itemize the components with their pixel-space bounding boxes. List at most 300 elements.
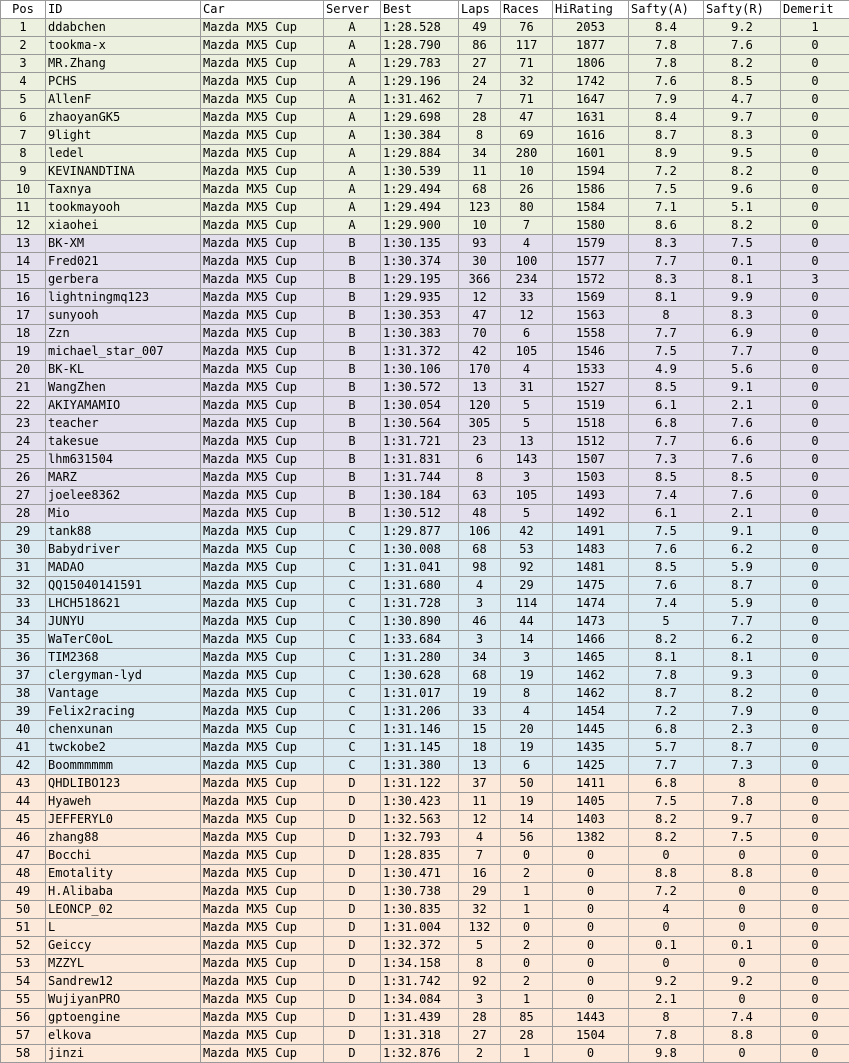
pos-cell: 37 <box>1 667 46 685</box>
id-cell: tookmayooh <box>46 199 201 217</box>
best-cell: 1:31.206 <box>381 703 459 721</box>
races-cell: 8 <box>501 685 553 703</box>
safety-a-cell: 7.8 <box>629 37 704 55</box>
pos-cell: 13 <box>1 235 46 253</box>
server-cell: A <box>324 19 381 37</box>
demerit-cell: 0 <box>781 1027 849 1045</box>
car-cell: Mazda MX5 Cup <box>201 541 324 559</box>
pos-cell: 16 <box>1 289 46 307</box>
id-cell: twckobe2 <box>46 739 201 757</box>
races-cell: 44 <box>501 613 553 631</box>
table-row <box>1 1027 849 1045</box>
best-cell: 1:31.318 <box>381 1027 459 1045</box>
pos-cell: 34 <box>1 613 46 631</box>
id-cell: tank88 <box>46 523 201 541</box>
safety-r-cell: 4.7 <box>704 91 781 109</box>
safety-a-cell: 7.5 <box>629 793 704 811</box>
server-cell: D <box>324 865 381 883</box>
best-cell: 1:30.539 <box>381 163 459 181</box>
demerit-cell: 0 <box>781 451 849 469</box>
pos-cell: 44 <box>1 793 46 811</box>
safety-r-cell: 8.2 <box>704 55 781 73</box>
table-row <box>1 865 849 883</box>
laps-cell: 12 <box>459 811 501 829</box>
demerit-cell: 0 <box>781 901 849 919</box>
hirating-cell: 1462 <box>553 685 629 703</box>
laps-cell: 28 <box>459 109 501 127</box>
hirating-cell: 0 <box>553 1045 629 1063</box>
safety-a-cell: 8.3 <box>629 271 704 289</box>
table-row <box>1 487 849 505</box>
best-cell: 1:31.742 <box>381 973 459 991</box>
demerit-cell: 0 <box>781 649 849 667</box>
safety-a-cell: 8.6 <box>629 217 704 235</box>
car-cell: Mazda MX5 Cup <box>201 145 324 163</box>
races-cell: 105 <box>501 487 553 505</box>
header-car: Car <box>201 1 324 19</box>
id-cell: Felix2racing <box>46 703 201 721</box>
id-cell: TIM2368 <box>46 649 201 667</box>
safety-r-cell: 9.2 <box>704 973 781 991</box>
demerit-cell: 0 <box>781 469 849 487</box>
safety-r-cell: 8.1 <box>704 271 781 289</box>
pos-cell: 47 <box>1 847 46 865</box>
header-hirating: HiRating <box>553 1 629 19</box>
safety-r-cell: 5.9 <box>704 595 781 613</box>
id-cell: Hyaweh <box>46 793 201 811</box>
server-cell: C <box>324 631 381 649</box>
safety-r-cell: 2.3 <box>704 721 781 739</box>
car-cell: Mazda MX5 Cup <box>201 55 324 73</box>
races-cell: 3 <box>501 649 553 667</box>
races-cell: 71 <box>501 91 553 109</box>
pos-cell: 46 <box>1 829 46 847</box>
id-cell: QQ15040141591 <box>46 577 201 595</box>
safety-r-cell: 0.1 <box>704 253 781 271</box>
safety-a-cell: 8 <box>629 1009 704 1027</box>
id-cell: KEVINANDTINA <box>46 163 201 181</box>
races-cell: 4 <box>501 703 553 721</box>
safety-r-cell: 8.3 <box>704 127 781 145</box>
car-cell: Mazda MX5 Cup <box>201 469 324 487</box>
header-demerit: Demerit <box>781 1 849 19</box>
demerit-cell: 0 <box>781 577 849 595</box>
table-row <box>1 883 849 901</box>
best-cell: 1:30.374 <box>381 253 459 271</box>
car-cell: Mazda MX5 Cup <box>201 955 324 973</box>
car-cell: Mazda MX5 Cup <box>201 901 324 919</box>
races-cell: 56 <box>501 829 553 847</box>
table-row <box>1 379 849 397</box>
hirating-cell: 1462 <box>553 667 629 685</box>
best-cell: 1:30.384 <box>381 127 459 145</box>
table-row <box>1 433 849 451</box>
safety-r-cell: 7.6 <box>704 415 781 433</box>
demerit-cell: 0 <box>781 523 849 541</box>
demerit-cell: 0 <box>781 361 849 379</box>
table-row <box>1 217 849 235</box>
races-cell: 1 <box>501 991 553 1009</box>
safety-a-cell: 6.8 <box>629 415 704 433</box>
server-cell: C <box>324 613 381 631</box>
laps-cell: 6 <box>459 451 501 469</box>
id-cell: michael_star_007 <box>46 343 201 361</box>
safety-r-cell: 6.2 <box>704 541 781 559</box>
hirating-cell: 1594 <box>553 163 629 181</box>
best-cell: 1:31.122 <box>381 775 459 793</box>
id-cell: lightningmq123 <box>46 289 201 307</box>
races-cell: 0 <box>501 847 553 865</box>
laps-cell: 37 <box>459 775 501 793</box>
races-cell: 50 <box>501 775 553 793</box>
races-cell: 3 <box>501 469 553 487</box>
best-cell: 1:32.793 <box>381 829 459 847</box>
races-cell: 53 <box>501 541 553 559</box>
table-row <box>1 775 849 793</box>
demerit-cell: 0 <box>781 433 849 451</box>
safety-a-cell: 7.7 <box>629 757 704 775</box>
laps-cell: 48 <box>459 505 501 523</box>
table-row <box>1 163 849 181</box>
laps-cell: 132 <box>459 919 501 937</box>
car-cell: Mazda MX5 Cup <box>201 757 324 775</box>
safety-a-cell: 0 <box>629 847 704 865</box>
safety-r-cell: 9.9 <box>704 289 781 307</box>
best-cell: 1:31.041 <box>381 559 459 577</box>
safety-a-cell: 8.2 <box>629 829 704 847</box>
server-cell: D <box>324 1009 381 1027</box>
races-cell: 14 <box>501 811 553 829</box>
best-cell: 1:31.146 <box>381 721 459 739</box>
server-cell: A <box>324 217 381 235</box>
car-cell: Mazda MX5 Cup <box>201 811 324 829</box>
table-row <box>1 37 849 55</box>
demerit-cell: 0 <box>781 127 849 145</box>
table-row <box>1 109 849 127</box>
safety-a-cell: 7.7 <box>629 433 704 451</box>
server-cell: B <box>324 505 381 523</box>
best-cell: 1:29.884 <box>381 145 459 163</box>
server-cell: A <box>324 109 381 127</box>
safety-r-cell: 9.6 <box>704 181 781 199</box>
id-cell: MARZ <box>46 469 201 487</box>
hirating-cell: 1503 <box>553 469 629 487</box>
hirating-cell: 1493 <box>553 487 629 505</box>
id-cell: JEFFERYL0 <box>46 811 201 829</box>
car-cell: Mazda MX5 Cup <box>201 415 324 433</box>
races-cell: 0 <box>501 919 553 937</box>
races-cell: 85 <box>501 1009 553 1027</box>
demerit-cell: 0 <box>781 703 849 721</box>
server-cell: B <box>324 415 381 433</box>
safety-r-cell: 7.6 <box>704 37 781 55</box>
demerit-cell: 0 <box>781 883 849 901</box>
races-cell: 234 <box>501 271 553 289</box>
id-cell: clergyman-lyd <box>46 667 201 685</box>
id-cell: WangZhen <box>46 379 201 397</box>
races-cell: 1 <box>501 883 553 901</box>
server-cell: B <box>324 325 381 343</box>
races-cell: 280 <box>501 145 553 163</box>
laps-cell: 12 <box>459 289 501 307</box>
pos-cell: 38 <box>1 685 46 703</box>
laps-cell: 47 <box>459 307 501 325</box>
hirating-cell: 1507 <box>553 451 629 469</box>
hirating-cell: 1466 <box>553 631 629 649</box>
hirating-cell: 1481 <box>553 559 629 577</box>
best-cell: 1:29.698 <box>381 109 459 127</box>
hirating-cell: 1647 <box>553 91 629 109</box>
car-cell: Mazda MX5 Cup <box>201 451 324 469</box>
laps-cell: 11 <box>459 793 501 811</box>
safety-r-cell: 8.8 <box>704 1027 781 1045</box>
laps-cell: 106 <box>459 523 501 541</box>
id-cell: Mio <box>46 505 201 523</box>
table-row <box>1 613 849 631</box>
server-cell: B <box>324 307 381 325</box>
laps-cell: 34 <box>459 145 501 163</box>
id-cell: QHDLIBO123 <box>46 775 201 793</box>
hirating-cell: 0 <box>553 847 629 865</box>
demerit-cell: 0 <box>781 1045 849 1063</box>
table-row <box>1 595 849 613</box>
server-cell: D <box>324 937 381 955</box>
pos-cell: 17 <box>1 307 46 325</box>
pos-cell: 25 <box>1 451 46 469</box>
safety-a-cell: 7.4 <box>629 487 704 505</box>
table-row <box>1 991 849 1009</box>
laps-cell: 8 <box>459 469 501 487</box>
id-cell: takesue <box>46 433 201 451</box>
safety-a-cell: 5.7 <box>629 739 704 757</box>
table-row <box>1 181 849 199</box>
safety-r-cell: 5.9 <box>704 559 781 577</box>
server-cell: C <box>324 595 381 613</box>
hirating-cell: 1382 <box>553 829 629 847</box>
laps-cell: 32 <box>459 901 501 919</box>
table-row <box>1 397 849 415</box>
races-cell: 12 <box>501 307 553 325</box>
best-cell: 1:29.494 <box>381 181 459 199</box>
safety-r-cell: 7.5 <box>704 829 781 847</box>
hirating-cell: 1512 <box>553 433 629 451</box>
id-cell: xiaohei <box>46 217 201 235</box>
demerit-cell: 0 <box>781 685 849 703</box>
best-cell: 1:30.054 <box>381 397 459 415</box>
safety-a-cell: 8.2 <box>629 631 704 649</box>
best-cell: 1:31.372 <box>381 343 459 361</box>
pos-cell: 39 <box>1 703 46 721</box>
header-best: Best <box>381 1 459 19</box>
car-cell: Mazda MX5 Cup <box>201 667 324 685</box>
safety-a-cell: 0.1 <box>629 937 704 955</box>
id-cell: Vantage <box>46 685 201 703</box>
car-cell: Mazda MX5 Cup <box>201 631 324 649</box>
id-cell: WaTerC0oL <box>46 631 201 649</box>
races-cell: 10 <box>501 163 553 181</box>
demerit-cell: 0 <box>781 811 849 829</box>
safety-r-cell: 0 <box>704 919 781 937</box>
safety-r-cell: 5.1 <box>704 199 781 217</box>
table-row <box>1 901 849 919</box>
pos-cell: 56 <box>1 1009 46 1027</box>
pos-cell: 29 <box>1 523 46 541</box>
table-row <box>1 541 849 559</box>
server-cell: A <box>324 91 381 109</box>
id-cell: Taxnya <box>46 181 201 199</box>
id-cell: Fred021 <box>46 253 201 271</box>
laps-cell: 68 <box>459 667 501 685</box>
hirating-cell: 1518 <box>553 415 629 433</box>
laps-cell: 123 <box>459 199 501 217</box>
best-cell: 1:31.004 <box>381 919 459 937</box>
server-cell: B <box>324 487 381 505</box>
hirating-cell: 1558 <box>553 325 629 343</box>
best-cell: 1:31.831 <box>381 451 459 469</box>
server-cell: C <box>324 721 381 739</box>
server-cell: C <box>324 703 381 721</box>
server-cell: D <box>324 955 381 973</box>
hirating-cell: 1631 <box>553 109 629 127</box>
best-cell: 1:31.439 <box>381 1009 459 1027</box>
id-cell: BK-KL <box>46 361 201 379</box>
demerit-cell: 0 <box>781 199 849 217</box>
laps-cell: 8 <box>459 955 501 973</box>
hirating-cell: 1454 <box>553 703 629 721</box>
pos-cell: 57 <box>1 1027 46 1045</box>
pos-cell: 7 <box>1 127 46 145</box>
table-row <box>1 469 849 487</box>
table-row <box>1 955 849 973</box>
best-cell: 1:30.353 <box>381 307 459 325</box>
safety-r-cell: 9.3 <box>704 667 781 685</box>
safety-r-cell: 8.5 <box>704 469 781 487</box>
server-cell: A <box>324 163 381 181</box>
table-row <box>1 361 849 379</box>
car-cell: Mazda MX5 Cup <box>201 19 324 37</box>
races-cell: 29 <box>501 577 553 595</box>
pos-cell: 48 <box>1 865 46 883</box>
table-row <box>1 847 849 865</box>
safety-r-cell: 0 <box>704 1045 781 1063</box>
table-row <box>1 1045 849 1063</box>
safety-a-cell: 7.5 <box>629 523 704 541</box>
demerit-cell: 0 <box>781 559 849 577</box>
pos-cell: 36 <box>1 649 46 667</box>
laps-cell: 42 <box>459 343 501 361</box>
car-cell: Mazda MX5 Cup <box>201 1045 324 1063</box>
header-laps: Laps <box>459 1 501 19</box>
safety-a-cell: 8.7 <box>629 685 704 703</box>
hirating-cell: 0 <box>553 991 629 1009</box>
best-cell: 1:30.423 <box>381 793 459 811</box>
races-cell: 47 <box>501 109 553 127</box>
id-cell: PCHS <box>46 73 201 91</box>
safety-a-cell: 7.3 <box>629 451 704 469</box>
id-cell: LHCH518621 <box>46 595 201 613</box>
table-row <box>1 721 849 739</box>
races-cell: 2 <box>501 973 553 991</box>
id-cell: teacher <box>46 415 201 433</box>
safety-a-cell: 8.5 <box>629 559 704 577</box>
safety-a-cell: 7.2 <box>629 703 704 721</box>
best-cell: 1:29.494 <box>381 199 459 217</box>
best-cell: 1:30.572 <box>381 379 459 397</box>
safety-r-cell: 0 <box>704 847 781 865</box>
laps-cell: 29 <box>459 883 501 901</box>
server-cell: D <box>324 901 381 919</box>
hirating-cell: 1806 <box>553 55 629 73</box>
id-cell: Emotality <box>46 865 201 883</box>
server-cell: B <box>324 343 381 361</box>
safety-r-cell: 8.3 <box>704 307 781 325</box>
best-cell: 1:31.680 <box>381 577 459 595</box>
laps-cell: 3 <box>459 991 501 1009</box>
car-cell: Mazda MX5 Cup <box>201 847 324 865</box>
best-cell: 1:32.876 <box>381 1045 459 1063</box>
demerit-cell: 0 <box>781 955 849 973</box>
laps-cell: 5 <box>459 937 501 955</box>
header-safety-a: Safty(A) <box>629 1 704 19</box>
safety-a-cell: 7.2 <box>629 163 704 181</box>
best-cell: 1:30.564 <box>381 415 459 433</box>
table-row <box>1 73 849 91</box>
races-cell: 19 <box>501 793 553 811</box>
best-cell: 1:30.738 <box>381 883 459 901</box>
table-row <box>1 127 849 145</box>
safety-a-cell: 7.8 <box>629 667 704 685</box>
safety-r-cell: 8.2 <box>704 217 781 235</box>
hirating-cell: 1586 <box>553 181 629 199</box>
car-cell: Mazda MX5 Cup <box>201 325 324 343</box>
safety-a-cell: 8.1 <box>629 649 704 667</box>
safety-r-cell: 8.5 <box>704 73 781 91</box>
demerit-cell: 0 <box>781 973 849 991</box>
races-cell: 76 <box>501 19 553 37</box>
demerit-cell: 0 <box>781 775 849 793</box>
pos-cell: 1 <box>1 19 46 37</box>
pos-cell: 14 <box>1 253 46 271</box>
hirating-cell: 1533 <box>553 361 629 379</box>
id-cell: elkova <box>46 1027 201 1045</box>
table-row <box>1 307 849 325</box>
car-cell: Mazda MX5 Cup <box>201 883 324 901</box>
server-cell: B <box>324 289 381 307</box>
laps-cell: 16 <box>459 865 501 883</box>
table-row <box>1 253 849 271</box>
safety-r-cell: 9.7 <box>704 811 781 829</box>
table-row <box>1 451 849 469</box>
table-row <box>1 919 849 937</box>
races-cell: 71 <box>501 55 553 73</box>
safety-a-cell: 8.1 <box>629 289 704 307</box>
id-cell: Zzn <box>46 325 201 343</box>
best-cell: 1:29.877 <box>381 523 459 541</box>
pos-cell: 24 <box>1 433 46 451</box>
demerit-cell: 0 <box>781 217 849 235</box>
table-row <box>1 685 849 703</box>
server-cell: A <box>324 181 381 199</box>
hirating-cell: 1519 <box>553 397 629 415</box>
demerit-cell: 0 <box>781 991 849 1009</box>
safety-a-cell: 8.2 <box>629 811 704 829</box>
pos-cell: 30 <box>1 541 46 559</box>
safety-r-cell: 8.8 <box>704 865 781 883</box>
table-row <box>1 973 849 991</box>
id-cell: MZZYL <box>46 955 201 973</box>
demerit-cell: 0 <box>781 613 849 631</box>
laps-cell: 13 <box>459 757 501 775</box>
